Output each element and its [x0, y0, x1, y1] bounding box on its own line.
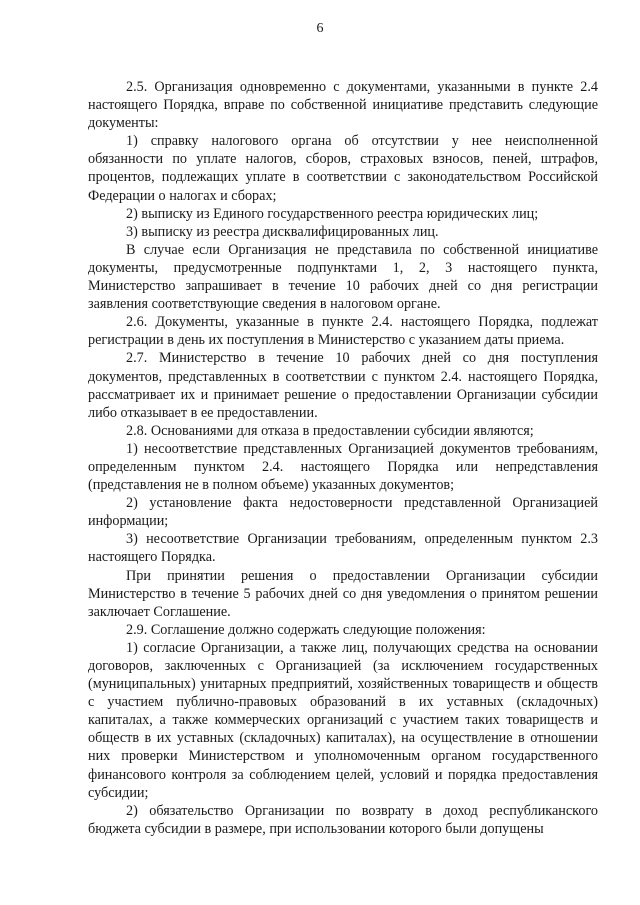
paragraph-2-9: 2.9. Соглашение должно содержать следующие положения:: [126, 621, 486, 638]
list-item-refusal-documents: 1) несоответствие представленных Организацией документов требованиям, определенным пунктом 2.4. настоящего Порядка или непредставления (представления не в полном объеме) указанных документов;: [88, 440, 598, 494]
paragraph-2-7: 2.7. Министерство в течение 10 рабочих дней со дня поступления документов, представленных в соответствии с пунктом 2.4. настоящего Порядка, рассматривает их и принимает решение о предоставлении Организации субсидии либо отказывает в ее предоставлении.: [88, 350, 598, 421]
list-item-disqualified-extract: 3) выписку из реестра дисквалифицированных лиц.: [126, 223, 439, 240]
document-body: [88, 78, 598, 838]
list-item-legal-entities-extract: 2) выписку из Единого государственного реестра юридических лиц;: [126, 205, 539, 222]
paragraph-agreement-conclusion: При принятии решения о предоставлении Организации субсидии Министерство в течение 5 рабочих дней со дня уведомления о принятом решении заключает Соглашение.: [88, 567, 598, 620]
page-number: 6: [316, 21, 324, 36]
paragraph-ministry-request: В случае если Организация не представила по собственной инициативе документы, предусмотренные подпунктами 1, 2, 3 настоящего пункта, Министерство запрашивает в течение 10 рабочих дней со дня регистрации заявления соответствующие сведения в налоговом органе.: [88, 241, 598, 313]
list-item-refusal-inaccuracy: 2) установление факта недостоверности представленной Организацией информации;: [88, 495, 598, 530]
paragraph-2-6: 2.6. Документы, указанные в пункте 2.4. настоящего Порядка, подлежат регистрации в день их поступления в Министерство с указанием даты приема.: [88, 314, 598, 349]
list-item-refund-obligation: 2) обязательство Организации по возврату в доход республиканского бюджета субсидии в размере, при использовании которого были допущены: [88, 802, 598, 837]
paragraph-2-8: 2.8. Основаниями для отказа в предоставлении субсидии являются;: [126, 422, 534, 439]
list-item-tax-certificate: 1) справку налогового органа об отсутствии у нее неисполненной обязанности по уплате налогов, сборов, страховых взносов, пеней, штрафов, процентов, подлежащих уплате в соответствии с законодательством Российской Федерации о налогах и сборах;: [88, 133, 598, 204]
list-item-refusal-requirements: 3) несоответствие Организации требованиям, определенным пунктом 2.3 настоящего Порядка.: [88, 531, 598, 566]
paragraph-2-5: 2.5. Организация одновременно с документами, указанными в пункте 2.4 настоящего Порядка, вправе по собственной инициативе представить следующие документы:: [88, 79, 598, 132]
list-item-consent-audit: 1) согласие Организации, а также лиц, получающих средства на основании договоров, заключенных с Организацией (за исключением государственных (муниципальных) унитарных предприятий, хозяйственных товариществ и обществ с участием публично-правовых образований в их уставных (складочных) капиталах, а также коммерческих организаций с участием таких товариществ и обществ в их уставных (складочных) капиталах), на осуществление в отношении них проверки Министерством и уполномоченным органом государственного финансового контроля за соблюдением целей, условий и порядка предоставления субсидии;: [88, 639, 598, 801]
